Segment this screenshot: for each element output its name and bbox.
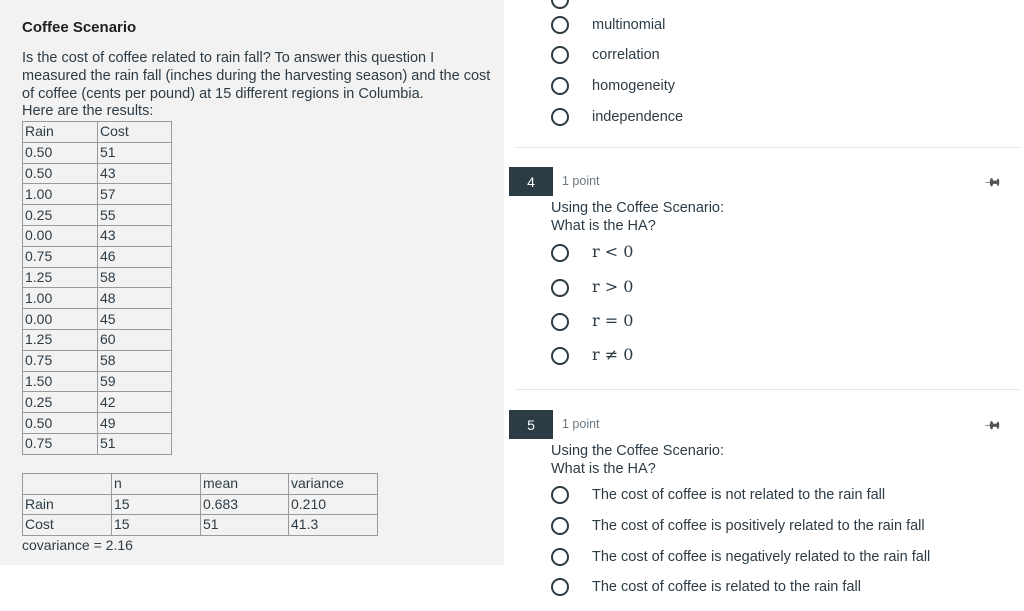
table-cell: 15 <box>112 515 201 536</box>
summary-stats-table <box>22 473 378 536</box>
pin-icon[interactable]: 🖈 <box>982 171 1005 194</box>
results-label: Here are the results: <box>22 103 154 119</box>
answer-option-label: r < 0 <box>592 242 634 261</box>
table-row <box>23 225 172 246</box>
table-row <box>23 163 172 184</box>
table-header-row <box>23 474 378 495</box>
table-cell: 42 <box>98 392 172 413</box>
table-cell: Rain <box>23 494 112 515</box>
question-text-line: Using the Coffee Scenario: <box>551 443 725 459</box>
table-cell: 57 <box>98 184 172 205</box>
radio-button[interactable] <box>551 486 569 504</box>
table-cell: 0.25 <box>23 205 98 226</box>
table-cell: 1.25 <box>23 329 98 350</box>
table-row <box>23 309 172 330</box>
table-cell: 1.00 <box>23 184 98 205</box>
question-divider <box>515 389 1020 390</box>
radio-button[interactable] <box>551 279 569 297</box>
question-text <box>551 199 724 235</box>
table-header: mean <box>201 474 289 495</box>
table-cell: 0.50 <box>23 163 98 184</box>
table-row <box>23 494 378 515</box>
table-cell: 51 <box>98 433 172 454</box>
table-cell: 0.75 <box>23 246 98 267</box>
table-cell: 60 <box>98 329 172 350</box>
table-cell: 0.210 <box>289 494 378 515</box>
question-text-line: What is the HA? <box>551 461 656 477</box>
question-text-line: Using the Coffee Scenario: <box>551 200 725 216</box>
table-row <box>23 329 172 350</box>
table-cell: 41.3 <box>289 515 378 536</box>
covariance-text: covariance = 2.16 <box>22 537 133 553</box>
question-text-line: What is the HA? <box>551 218 656 234</box>
table-cell: 0.25 <box>23 392 98 413</box>
radio-button[interactable] <box>551 313 569 331</box>
table-row <box>23 142 172 163</box>
table-cell: 1.50 <box>23 371 98 392</box>
table-row <box>23 433 172 454</box>
answer-option-label: independence <box>592 109 684 125</box>
question-points: 1 point <box>562 174 600 188</box>
radio-button[interactable] <box>551 244 569 262</box>
radio-button[interactable] <box>551 578 569 596</box>
table-row <box>23 246 172 267</box>
table-row <box>23 350 172 371</box>
table-cell: 1.25 <box>23 267 98 288</box>
answer-option-label: r = 0 <box>592 311 634 330</box>
table-cell: 1.00 <box>23 288 98 309</box>
scenario-title: Coffee Scenario <box>22 19 137 36</box>
table-header: variance <box>289 474 378 495</box>
table-row <box>23 267 172 288</box>
table-row <box>23 205 172 226</box>
table-cell: Cost <box>23 515 112 536</box>
table-row <box>23 515 378 536</box>
table-cell: 48 <box>98 288 172 309</box>
table-header-row <box>23 122 172 143</box>
table-header: Rain <box>23 122 98 143</box>
radio-button[interactable] <box>551 347 569 365</box>
table-row <box>23 413 172 434</box>
table-cell: 0.683 <box>201 494 289 515</box>
scenario-description: Is the cost of coffee related to rain fall? To answer this question I measured the rain fall (inches during the harvesting season) and the cost of coffee (cents per pound) at 15 different regions in Columbia. <box>22 50 491 102</box>
radio-button[interactable] <box>551 16 569 34</box>
radio-button[interactable] <box>551 77 569 95</box>
table-cell: 0.75 <box>23 350 98 371</box>
scenario-panel <box>0 0 504 565</box>
table-cell: 59 <box>98 371 172 392</box>
rain-cost-table <box>22 121 172 455</box>
table-cell: 51 <box>201 515 289 536</box>
table-cell: 15 <box>112 494 201 515</box>
answer-option-label: The cost of coffee is positively related to the rain fall <box>592 518 925 534</box>
table-header: n <box>112 474 201 495</box>
table-row <box>23 392 172 413</box>
question-divider <box>515 147 1020 148</box>
answer-option-label: r > 0 <box>592 277 634 296</box>
answer-option-label: homogeneity <box>592 78 676 94</box>
table-cell: 58 <box>98 267 172 288</box>
question-number-badge: 4 <box>509 167 553 196</box>
answer-option-label: The cost of coffee is negatively related to the rain fall <box>592 549 931 565</box>
answer-option-label: The cost of coffee is related to the rain fall <box>592 579 861 595</box>
table-cell: 49 <box>98 413 172 434</box>
radio-button[interactable] <box>551 0 569 9</box>
question-number-badge: 5 <box>509 410 553 439</box>
table-cell: 43 <box>98 163 172 184</box>
answer-option-label: r ≠ 0 <box>592 345 634 364</box>
question-text <box>551 442 724 478</box>
question-points: 1 point <box>562 417 600 431</box>
radio-button[interactable] <box>551 517 569 535</box>
table-cell: 43 <box>98 225 172 246</box>
table-row <box>23 371 172 392</box>
table-cell: 0.00 <box>23 225 98 246</box>
table-cell: 0.50 <box>23 142 98 163</box>
table-cell: 51 <box>98 142 172 163</box>
table-cell: 45 <box>98 309 172 330</box>
answer-option-label: correlation <box>592 47 660 63</box>
table-row <box>23 288 172 309</box>
table-row <box>23 184 172 205</box>
radio-button[interactable] <box>551 108 569 126</box>
table-cell: 55 <box>98 205 172 226</box>
table-cell: 58 <box>98 350 172 371</box>
table-cell: 0.00 <box>23 309 98 330</box>
table-cell: 46 <box>98 246 172 267</box>
answer-option-label: The cost of coffee is not related to the rain fall <box>592 487 886 503</box>
table-cell: 0.50 <box>23 413 98 434</box>
radio-button[interactable] <box>551 548 569 566</box>
pin-icon[interactable]: 🖈 <box>982 414 1005 437</box>
table-header: Cost <box>98 122 172 143</box>
answer-option-label: multinomial <box>592 17 666 33</box>
radio-button[interactable] <box>551 46 569 64</box>
table-cell: 0.75 <box>23 433 98 454</box>
table-header <box>23 474 112 495</box>
